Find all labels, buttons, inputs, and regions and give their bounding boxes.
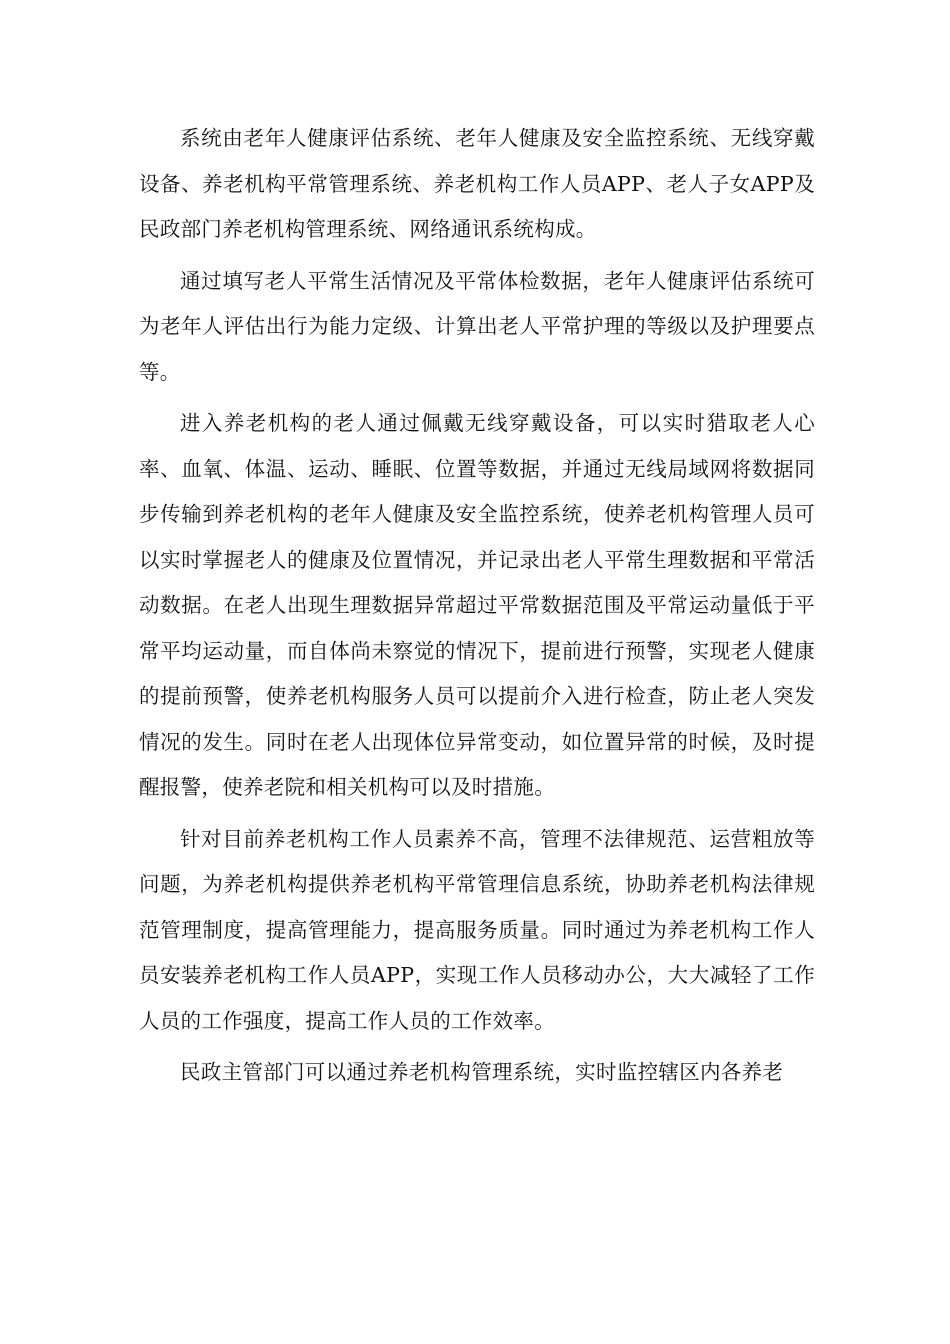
- paragraph-system-composition: 系统由老年人健康评估系统、老年人健康及安全监控系统、无线穿戴设备、养老机构平常管理系统、养老机构工作人员APP、老人子女APP及民政部门养老机构管理系统、网络通讯系统构成。: [139, 126, 815, 241]
- paragraph-civil-affairs: 民政主管部门可以通过养老机构管理系统，实时监控辖区内各养老: [180, 1060, 784, 1084]
- paragraph-management-system: 针对目前养老机构工作人员素养不高，管理不法律规范、运营粗放等问题，为养老机构提供养老机构平常管理信息系统，协助养老机构法律规范管理制度，提高管理能力，提高服务质量。同时通过为养老机构工作人员安装养老机构工作人员APP，实现工作人员移动办公，大大减轻了工作人员的工作强度，提高工作人员的工作效率。: [139, 826, 815, 1033]
- paragraph-wearable-monitoring: 进入养老机构的老人通过佩戴无线穿戴设备，可以实时猎取老人心率、血氧、体温、运动、睡眠、位置等数据，并通过无线局域网将数据同步传输到养老机构的老年人健康及安全监控系统，使养老机构管理人员可以实时掌握老人的健康及位置情况，并记录出老人平常生理数据和平常活动数据。在老人出现生理数据异常超过平常数据范围及平常运动量低于平常平均运动量，而自体尚未察觉的情况下，提前进行预警，实现老人健康的提前预警，使养老机构服务人员可以提前介入进行检查，防止老人突发情况的发生。同时在老人出现体位异常变动，如位置异常的时候，及时提醒报警，使养老院和相关机构可以及时措施。: [139, 411, 815, 799]
- document-body: [139, 116, 815, 1102]
- paragraph-health-assessment: 通过填写老人平常生活情况及平常体检数据，老年人健康评估系统可为老年人评估出行为能力定级、计算出老人平常护理的等级以及护理要点等。: [139, 268, 815, 384]
